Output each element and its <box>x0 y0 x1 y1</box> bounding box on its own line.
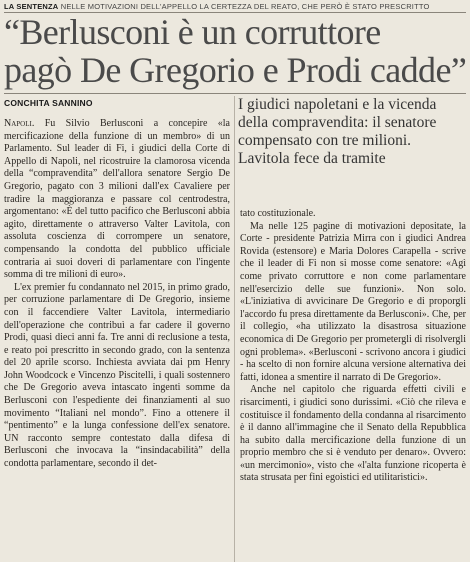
dateline: Napoli. <box>4 118 35 129</box>
paragraph <box>4 118 230 282</box>
paragraph: Anche nel capitolo che riguarda effetti civili e risarcimenti, i giudici sono durissimi. «Ciò che rileva e costituisce il fondamento della condanna al risarcimento è il danno all'immagine che il Senato della Repubblica ha subito dalla mercificazione della funzione di un proprio membro che si è venduto per denaro». Ovvero: «un mercimonio», visto che «l'alta funzione ricoperta è stata strusata per fini egoistici ed utilitaristici». <box>240 384 466 484</box>
byline: CONCHITA SANNINO <box>4 98 93 108</box>
section-kicker <box>4 2 468 11</box>
kicker-lead: LA SENTENZA <box>4 2 59 11</box>
article-column-right <box>240 208 466 485</box>
article-column-left <box>4 118 230 471</box>
pull-quote: I giudici napoletani e la vicenda della compravendita: il senatore compensato con tre milioni. Lavitola fece da tramite <box>238 96 437 167</box>
paragraph-text: Fu Silvio Berlusconi a concepire «la mercificazione della funzione di un membro» di un Parlamento. Sul leader di Fi, i giudici della Corte di Appello di Napoli, nel ricostruire la clamorosa vicenda della “compravendita” dell'allora senatore Sergio De Gregorio, pagato con 3 milioni dall'ex Cavaliere per tradire la maggioranza e passare col centrodestra, argomentano: «È del tutto pacifico che Berlusconi abbia agito, direttamente o attraverso Valter Lavitola, con assoluta coscienza di corrompere un senatore, compensando la condotta del pubblico ufficiale contraria ai suoi doveri di parlamentare con l'ingente somma di tre milioni di euro». <box>4 118 230 281</box>
paragraph: L'ex premier fu condannato nel 2015, in primo grado, per corruzione parlamentare di De Gregorio, insieme con il faccendiere Valter Lavitola, intermediario dell'operazione che contribuì a far cadere il governo Prodi, quasi dieci anni fa. Tre anni di reclusione a testa, e reato poi prescritto in secondo grado, con la sentenza del 20 aprile scorso. Inchiesta avviata dai pm Henry John Woodcock e Vincenzo Piscitelli, i quali sostennero che De Gregorio aveva intascato ingenti somme da Berlusconi con l'espediente dei finanziamenti al suo movimento “Italiani nel mondo”. Fino a ottenere il “pentimento” e la lunga confessione dell'ex senatore. UN racconto sempre contestato dalla difesa di Berlusconi che invocava la “insindacabilità” della condotta parlamentare, secondo il det- <box>4 281 230 470</box>
headline-line-1: “Berlusconi è un corruttore <box>4 12 381 52</box>
column-divider <box>234 96 235 562</box>
kicker-text: NELLE MOTIVAZIONI DELL'APPELLO LA CERTEZZA DEL REATO, CHE PERÒ È STATO PRESCRITTO <box>60 2 430 11</box>
paragraph: tato costituzionale. <box>240 208 316 219</box>
paragraph: Ma nelle 125 pagine di motivazioni depositate, la Corte - presidente Patrizia Mirra con i giudici Andrea Rovida (estensore) e Maria Dolores Carapella - scrive che il leader di Fi non si mosse come senatore: «Agì come privato corruttore e non come parlamentare nell'esercizio delle sue funzioni». Non solo. «L'iniziativa di avvicinare De Gregorio e di proporgli l'accordo fu presa direttamente da Berlusconi». Che, per il collegio, «ha utilizzato la disastrosa situazione economica di De Gregorio per prometergli di risolvergli ogni problema». «Berlusconi - scrivono ancora i giudici - ha scelto di non fornire alcuna versione alternativa dei fatti, idonea a smentire il narrato di De Gregorio». <box>240 220 466 383</box>
headline-line-2: pagò De Gregorio e Prodi cadde” <box>4 50 467 90</box>
headline-rule <box>4 93 466 94</box>
headline <box>4 13 466 89</box>
